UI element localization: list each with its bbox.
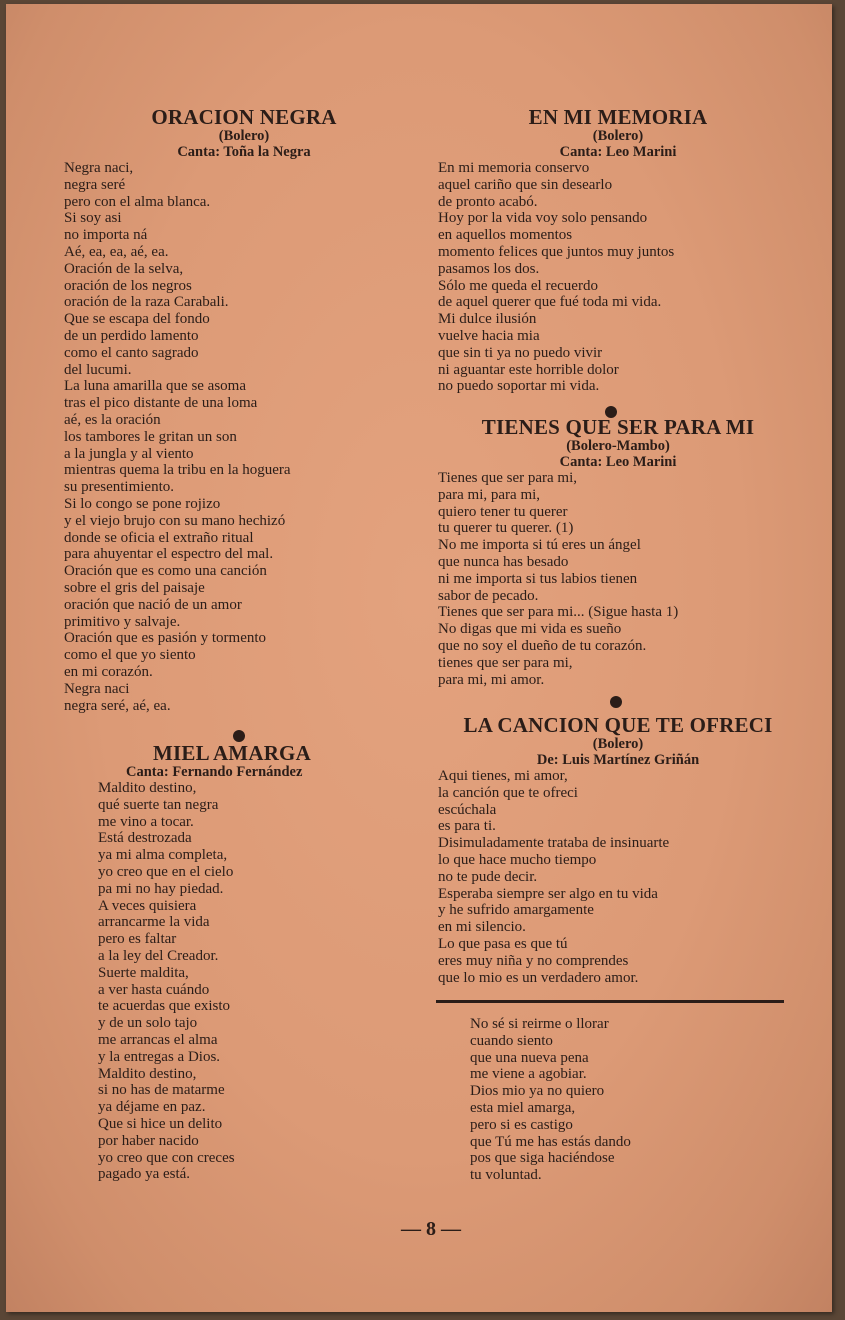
lyric-line: pos que siga haciéndose: [470, 1150, 615, 1167]
lyric-line: que nunca has besado: [438, 553, 569, 570]
song-credit: Canta: Toña la Negra: [177, 144, 311, 160]
lyric-line: Esperaba siempre ser algo en tu vida: [438, 885, 658, 902]
lyric-line: Si soy asi: [64, 210, 122, 227]
lyric-line: oración que nació de un amor: [64, 596, 242, 613]
song-genre: (Bolero): [218, 128, 270, 144]
song-lyrics: [438, 768, 798, 986]
lyric-line: los tambores le gritan un son: [64, 428, 237, 445]
lyric-line: Hoy por la vida voy solo pensando: [438, 210, 648, 227]
song-credit: Canta: Fernando Fernández: [126, 764, 303, 780]
lyric-line: donde se oficia el extraño ritual: [64, 529, 254, 546]
lyric-line: no puedo soportar mi vida.: [438, 378, 600, 395]
song-lyrics: [64, 160, 424, 714]
lyric-line: y el viejo brujo con su mano hechizó: [64, 512, 286, 529]
lyric-line: es para ti.: [438, 818, 496, 835]
lyric-line: tienes que ser para mi,: [438, 654, 573, 671]
lyric-line: aquel cariño que sin desearlo: [438, 176, 613, 193]
lyric-line: que Tú me has estás dando: [470, 1133, 631, 1150]
lyric-line: Negra naci: [64, 680, 130, 697]
lyric-line: A veces quisiera: [98, 897, 197, 914]
song-genre: (Bolero): [592, 736, 644, 752]
lyric-line: Dios mio ya no quiero: [470, 1083, 605, 1100]
lyric-line: No me importa si tú eres un ángel: [438, 537, 641, 554]
lyric-line: en aquellos momentos: [438, 227, 573, 244]
lyric-line: oración de la raza Carabali.: [64, 294, 229, 311]
lyric-line: Tienes que ser para mi,: [438, 470, 577, 486]
lyric-line: qué suerte tan negra: [98, 796, 219, 813]
lyric-line: en mi corazón.: [64, 663, 153, 680]
lyric-line: me viene a agobiar.: [470, 1066, 587, 1083]
lyric-line: como el canto sagrado: [64, 344, 199, 361]
lyric-line: Sólo me queda el recuerdo: [438, 277, 598, 294]
lyric-line: Suerte maldita,: [98, 964, 189, 981]
lyric-line: Está destrozada: [98, 830, 192, 847]
lyric-line: Aqui tienes, mi amor,: [438, 768, 568, 784]
lyric-line: cuando siento: [470, 1032, 553, 1049]
lyric-line: arrancarme la vida: [98, 914, 210, 931]
lyric-line: En mi memoria conservo: [438, 160, 590, 176]
page: [6, 4, 832, 1312]
lyric-line: no te pude decir.: [438, 868, 538, 885]
lyric-line: que lo mio es un verdadero amor.: [438, 969, 639, 986]
lyric-line: primitivo y salvaje.: [64, 613, 181, 630]
lyric-line: pero con el alma blanca.: [64, 193, 211, 210]
lyric-line: Que se escapa del fondo: [64, 311, 210, 328]
lyric-line: si no has de matarme: [98, 1082, 225, 1099]
lyric-line: para ahuyentar el espectro del mal.: [64, 546, 274, 563]
lyric-line: para mi, mi amor.: [438, 671, 545, 688]
song-credit: Canta: Leo Marini: [559, 454, 677, 470]
lyric-line: Que si hice un delito: [98, 1115, 223, 1132]
lyric-line: eres muy niña y no comprendes: [438, 952, 629, 969]
lyric-line: Si lo congo se pone rojizo: [64, 495, 221, 512]
lyric-line: por haber nacido: [98, 1132, 199, 1149]
song-title: LA CANCION QUE TE OFRECI: [463, 713, 773, 737]
lyric-line: tu voluntad.: [470, 1167, 542, 1184]
lyric-line: Lo que pasa es que tú: [438, 935, 568, 952]
lyric-line: ya déjame en paz.: [98, 1099, 206, 1116]
lyric-line: y de un solo tajo: [98, 1015, 198, 1032]
song-title: TIENES QUE SER PARA MI: [481, 415, 755, 439]
lyric-line: No sé si reirme o llorar: [470, 1016, 609, 1032]
lyric-line: tras el pico distante de una loma: [64, 395, 258, 412]
lyric-line: lo que hace mucho tiempo: [438, 851, 597, 868]
song-genre: (Bolero): [592, 128, 644, 144]
lyric-line: yo creo que con creces: [98, 1149, 235, 1166]
lyric-line: que sin ti ya no puedo vivir: [438, 344, 603, 361]
lyric-line: pa mi no hay piedad.: [98, 880, 224, 897]
song-title: ORACION NEGRA: [151, 105, 337, 129]
lyric-line: momento felices que juntos muy juntos: [438, 243, 675, 260]
song-credit: Canta: Leo Marini: [559, 144, 677, 160]
lyric-line: y la entregas a Dios.: [98, 1048, 221, 1065]
lyric-line: Oración de la selva,: [64, 260, 184, 277]
song-continuation: [470, 1016, 790, 1184]
divider: [436, 1000, 784, 1003]
song-credit: De: Luis Martínez Griñán: [536, 752, 700, 768]
song-title: MIEL AMARGA: [153, 741, 311, 765]
bullet-icon: [610, 696, 622, 708]
lyric-line: ni aguantar este horrible dolor: [438, 361, 619, 378]
lyric-line: tu querer tu querer. (1): [438, 520, 574, 537]
song-en-mi-memoria: [438, 106, 798, 395]
lyric-line: negra seré: [64, 176, 126, 193]
lyric-line: oración de los negros: [64, 277, 192, 294]
lyric-line: ya mi alma completa,: [98, 847, 228, 864]
lyric-line: escúchala: [438, 801, 497, 818]
lyric-line: Mi dulce ilusión: [438, 311, 537, 328]
lyric-line: de un perdido lamento: [64, 327, 199, 344]
lyric-line: vuelve hacia mia: [438, 327, 540, 344]
lyric-line: Tienes que ser para mi... (Sigue hasta 1): [438, 604, 679, 621]
lyric-line: pasamos los dos.: [438, 260, 540, 277]
lyric-line: negra seré, aé, ea.: [64, 697, 171, 714]
lyric-line: Disimuladamente trataba de insinuarte: [438, 835, 670, 852]
lyric-line: No digas que mi vida es sueño: [438, 621, 622, 638]
song-genre: (Bolero-Mambo): [566, 438, 670, 454]
song-lyrics: [470, 1016, 790, 1184]
lyric-line: a la ley del Creador.: [98, 947, 219, 964]
song-lyrics: [98, 780, 418, 1183]
lyric-line: y he sufrido amargamente: [438, 902, 594, 919]
lyric-line: Maldito destino,: [98, 780, 197, 796]
lyric-line: para mi, para mi,: [438, 486, 541, 503]
lyric-line: a la jungla y al viento: [64, 445, 194, 462]
lyric-line: como el que yo siento: [64, 647, 196, 664]
lyric-line: Negra naci,: [64, 160, 134, 176]
lyric-line: en mi silencio.: [438, 919, 526, 936]
lyric-line: sobre el gris del paisaje: [64, 579, 205, 596]
lyric-line: pagado ya está.: [98, 1166, 191, 1183]
song-tienes-que-ser-para-mi: [438, 416, 798, 688]
lyric-line: Maldito destino,: [98, 1065, 197, 1082]
lyric-line: pero si es castigo: [470, 1116, 573, 1133]
lyric-line: a ver hasta cuándo: [98, 981, 210, 998]
lyric-line: ni me importa si tus labios tienen: [438, 570, 638, 587]
lyric-line: pero es faltar: [98, 931, 177, 948]
lyric-line: de aquel querer que fué toda mi vida.: [438, 294, 662, 311]
lyric-line: me arrancas el alma: [98, 1031, 218, 1048]
lyric-line: mientras quema la tribu en la hoguera: [64, 462, 291, 479]
lyric-line: yo creo que en el cielo: [98, 863, 234, 880]
lyric-line: que una nueva pena: [470, 1049, 589, 1066]
page-number: — 8 —: [401, 1218, 461, 1240]
song-miel-amarga: [98, 742, 418, 1183]
lyric-line: Oración que es como una canción: [64, 563, 267, 580]
lyric-line: me vino a tocar.: [98, 813, 194, 830]
lyric-line: te acuerdas que existo: [98, 998, 231, 1015]
lyric-line: esta miel amarga,: [470, 1099, 576, 1116]
song-lyrics: [438, 160, 798, 395]
song-la-cancion-que-te-ofreci: [438, 714, 798, 986]
lyric-line: sabor de pecado.: [438, 587, 539, 604]
song-lyrics: [438, 470, 798, 688]
lyric-line: del lucumi.: [64, 361, 132, 378]
lyric-line: Oración que es pasión y tormento: [64, 630, 267, 647]
song-oracion-negra: [64, 106, 424, 714]
song-title: EN MI MEMORIA: [528, 105, 708, 129]
lyric-line: aé, es la oración: [64, 411, 161, 428]
lyric-line: su presentimiento.: [64, 479, 174, 496]
lyric-line: de pronto acabó.: [438, 193, 538, 210]
lyric-line: quiero tener tu querer: [438, 503, 568, 520]
lyric-line: Aé, ea, ea, aé, ea.: [64, 243, 169, 260]
lyric-line: no importa ná: [64, 227, 148, 244]
lyric-line: que no soy el dueño de tu corazón.: [438, 637, 647, 654]
lyric-line: La luna amarilla que se asoma: [64, 378, 247, 395]
lyric-line: la canción que te ofreci: [438, 784, 578, 801]
